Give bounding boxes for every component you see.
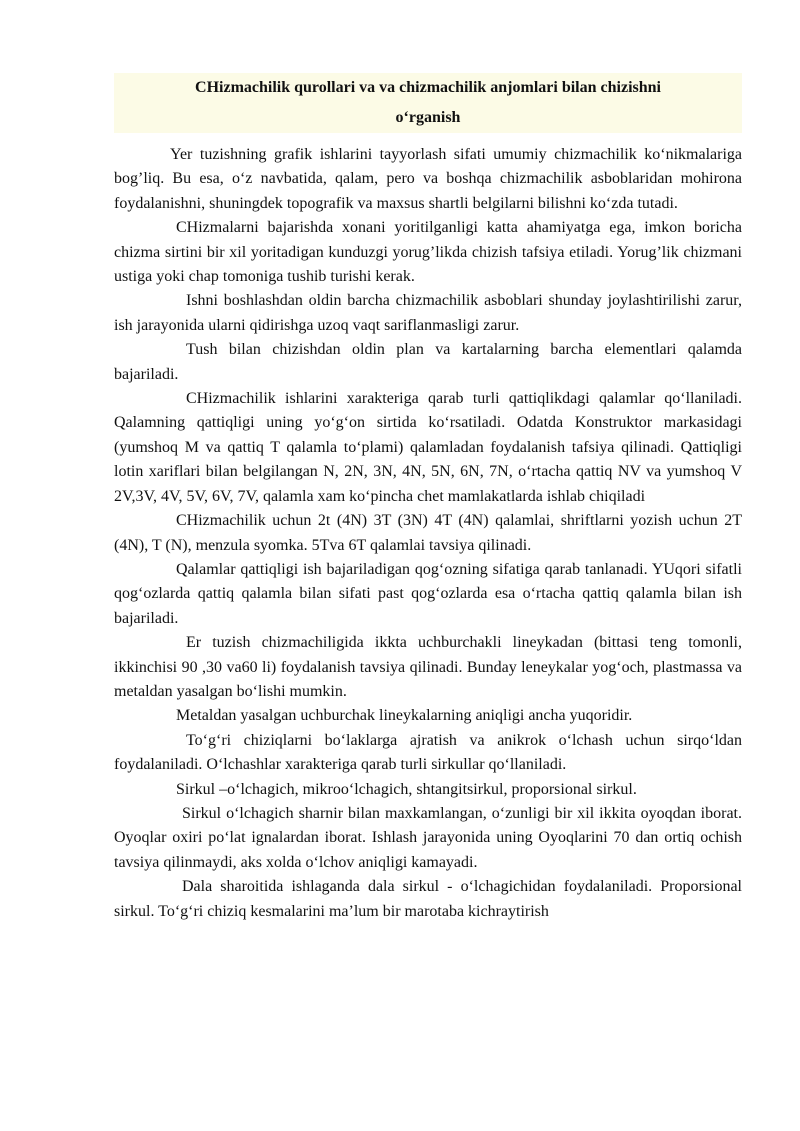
paragraph: CHizmachilik ishlarini xarakteriga qarab turli qattiqlikdagi qalamlar qo‘llaniladi. Qalamning qattiqligi uning yo‘g‘on sirtida ko‘rsatiladi. Odatda Konstruktor markasidagi (yumshoq M va qattiq T qalamla to‘plami) qalamladan foydalanish tafsiya qilinadi. Qattiqligi lotin xariflari bilan belgilangan N, 2N, 3N, 4N, 5N, 6N, 7N, o‘rtacha qattiq NV va yumshoq V 2V,3V, 4V, 5V, 6V, 7V, qalamla xam ko‘pincha chet mamlakatlarda ishlab chiqiladi bbox=[114, 390, 742, 505]
document-body bbox=[114, 143, 742, 924]
title-line-1: CHizmachilik qurollari va va chizmachilik anjomlari bilan chizishni bbox=[195, 79, 661, 96]
paragraph: Er tuzish chizmachiligida ikkta uchburchakli lineykadan (bittasi teng tomonli, ikkinchisi 90 ,30 va60 li) foydalanish tavsiya qilinadi. Bunday leneykalar yog‘och, plastmassa va metaldan yasalgan bo‘lishi mumkin. bbox=[114, 634, 742, 700]
paragraph: Ishni boshlashdan oldin barcha chizmachilik asboblari shunday joylashtirilishi zarur, ish jarayonida ularni qidirishga uzoq vaqt sariflanmasligi zarur. bbox=[114, 292, 742, 334]
paragraph: To‘g‘ri chiziqlarni bo‘laklarga ajratish va anikrok o‘lchash uchun sirqo‘ldan foydalaniladi. O‘lchashlar xarakteriga qarab turli sirkullar qo‘llaniladi. bbox=[114, 731, 742, 774]
paragraph: Yer tuzishning grafik ishlarini tayyorlash sifati umumiy chizmachilik ko‘nikmalariga bog’liq. Bu esa, o‘z navbatida, qalam, pero va boshqa chizmachilik asboblaridan mohirona foydalanishni, shuningdek topografik va maxsus shartli belgilarni bilishni ko‘zda tutadi. bbox=[114, 146, 742, 212]
paragraph: Tush bilan chizishdan oldin plan va kartalarning barcha elementlari qalamda bajariladi. bbox=[114, 341, 742, 383]
paragraph: CHizmachilik uchun 2t (4N) 3T (3N) 4T (4N) qalamlai, shriftlarni yozish uchun 2T (4N), T (N), menzula syomka. 5Tva 6T qalamlai tavsiya qilinadi. bbox=[114, 512, 742, 554]
paragraph: CHizmalarni bajarishda xonani yoritilganligi katta ahamiyatga ega, imkon boricha chizma sirtini bir xil yoritadigan kunduzgi yorug’likda chizish tafsiya etiladi. Yorug’lik chizmani ustiga yoki chap tomoniga tushib turishi kerak. bbox=[114, 219, 742, 286]
paragraph: Metaldan yasalgan uchburchak lineykalarning aniqligi ancha yuqoridir. bbox=[176, 707, 633, 725]
paragraph: Qalamlar qattiqligi ish bajariladigan qog‘ozning sifatiga qarab tanlanadi. YUqori sifatli qog‘ozlarda qattiq qalamla bilan sifati past qog‘ozlarda esa o‘rtacha qattiq qalamla bilan ish bajariladi. bbox=[114, 560, 742, 627]
paragraph: Dala sharoitida ishlaganda dala sirkul - o‘lchagichidan foydalaniladi. Proporsional sirkul. To‘g‘ri chiziq kesmalarini ma’lum bir marotaba kichraytirish bbox=[114, 878, 742, 920]
document-title bbox=[114, 73, 742, 133]
paragraph: Sirkul o‘lchagich sharnir bilan maxkamlangan, o‘zunligi bir xil ikkita oyoqdan iborat. Oyoqlar oxiri po‘lat ignalardan iborat. Ishlash jarayonida uning Oyoqlarini 70 dan ortiq ochish tavsiya qilinmaydi, aks xolda o‘lchov aniqligi kamayadi. bbox=[114, 804, 742, 871]
paragraph: Sirkul –o‘lchagich, mikroo‘lchagich, shtangitsirkul, proporsional sirkul. bbox=[176, 780, 637, 798]
title-line-2: o‘rganish bbox=[395, 109, 461, 126]
